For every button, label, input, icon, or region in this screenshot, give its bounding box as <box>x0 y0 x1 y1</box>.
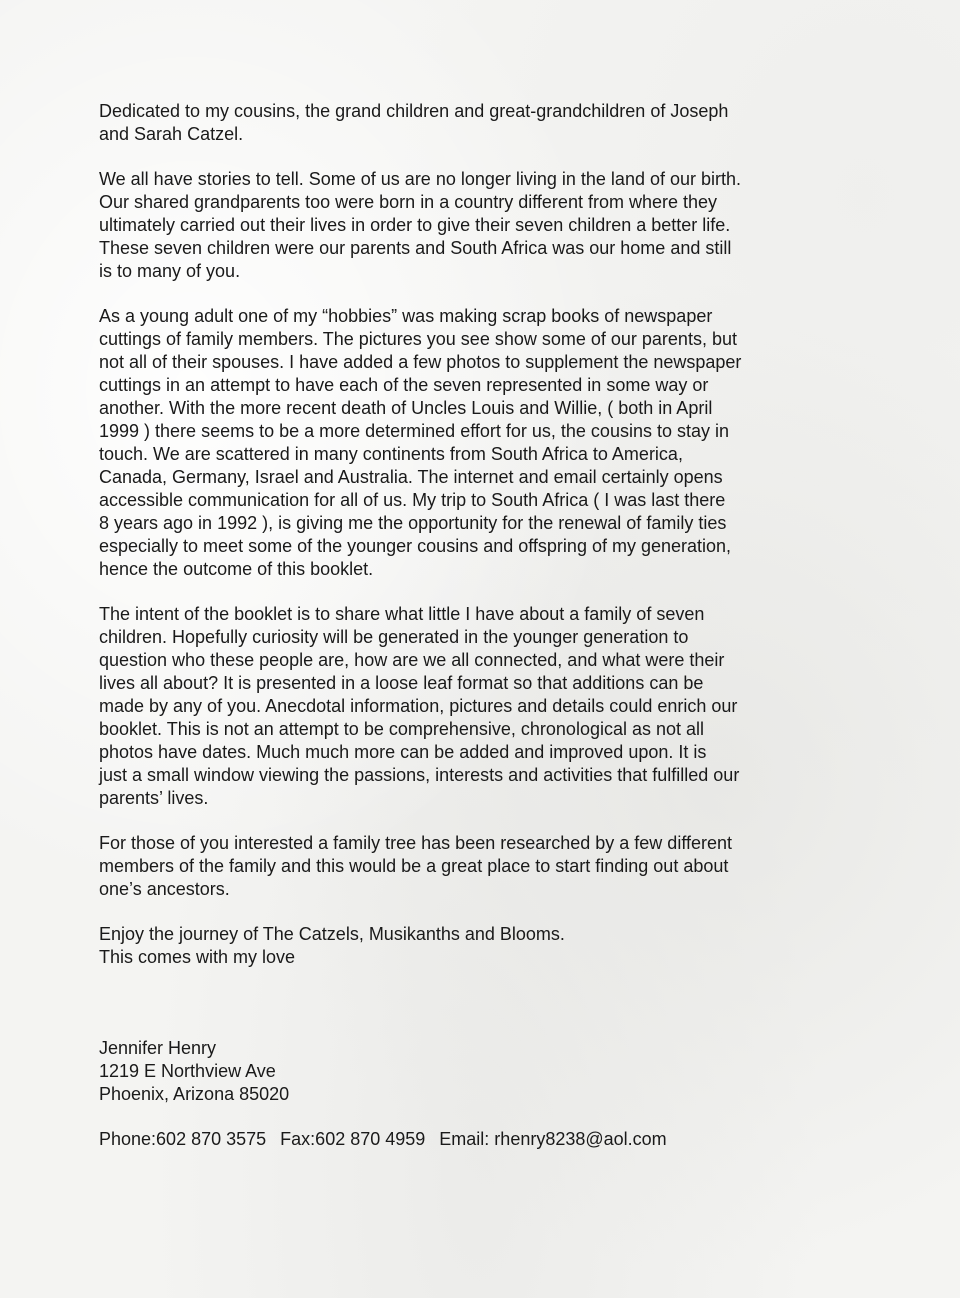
scrapbook-paragraph <box>99 305 839 581</box>
family-tree-paragraph <box>99 832 839 901</box>
text-line: question who these people are, how are we all connected, and what were their <box>99 650 725 670</box>
text-line: cuttings in an attempt to have each of the seven represented in some way or <box>99 375 709 395</box>
text-line: For those of you interested a family tree has been researched by a few different <box>99 833 733 853</box>
text-line: photos have dates. Much much more can be added and improved upon. It is <box>99 742 707 762</box>
text-line: 8 years ago in 1992 ), is giving me the opportunity for the renewal of family ties <box>99 513 727 533</box>
text-line: touch. We are scattered in many continents from South Africa to America, <box>99 444 683 464</box>
text-line: These seven children were our parents and South Africa was our home and still <box>99 238 732 258</box>
text-line: is to many of you. <box>99 261 241 281</box>
closing-line: This comes with my love <box>99 947 296 967</box>
text-line: booklet. This is not an attempt to be comprehensive, chronological as not all <box>99 719 705 739</box>
text-line: Canada, Germany, Israel and Australia. The internet and email certainly opens <box>99 467 723 487</box>
text-line: Our shared grandparents too were born in a country different from where they <box>99 192 718 212</box>
closing-lines <box>99 923 839 969</box>
signer-street: 1219 E Northview Ave <box>99 1061 276 1081</box>
text-line: As a young adult one of my “hobbies” was making scrap books of newspaper <box>99 306 713 326</box>
text-line: lives all about? It is presented in a loose leaf format so that additions can be <box>99 673 704 693</box>
phone-number: Phone:602 870 3575 <box>99 1129 267 1149</box>
signer-name: Jennifer Henry <box>99 1038 217 1058</box>
text-line: members of the family and this would be a great place to start finding out about <box>99 856 729 876</box>
text-line: ultimately carried out their lives in order to give their seven children a better life. <box>99 215 731 235</box>
booklet-intent-paragraph <box>99 603 839 810</box>
text-line: another. With the more recent death of Uncles Louis and Willie, ( both in April <box>99 398 713 418</box>
stories-paragraph <box>99 168 839 283</box>
text-line: We all have stories to tell. Some of us are no longer living in the land of our birth. <box>99 169 742 189</box>
closing-line: Enjoy the journey of The Catzels, Musikanths and Blooms. <box>99 924 565 944</box>
text-line: and Sarah Catzel. <box>99 124 244 144</box>
text-line: Dedicated to my cousins, the grand children and great-grandchildren of Joseph <box>99 101 729 121</box>
signer-city: Phoenix, Arizona 85020 <box>99 1084 290 1104</box>
text-line: one’s ancestors. <box>99 879 230 899</box>
text-line: not all of their spouses. I have added a few photos to supplement the newspaper <box>99 352 742 372</box>
email-address: Email: rhenry8238@aol.com <box>439 1129 667 1149</box>
signature-block <box>99 1037 839 1106</box>
text-line: The intent of the booklet is to share what little I have about a family of seven <box>99 604 705 624</box>
text-line: made by any of you. Anecdotal information, pictures and details could enrich our <box>99 696 738 716</box>
text-line: hence the outcome of this booklet. <box>99 559 374 579</box>
text-line: especially to meet some of the younger cousins and offspring of my generation, <box>99 536 732 556</box>
text-line: cuttings of family members. The pictures you see show some of our parents, but <box>99 329 737 349</box>
contact-line <box>99 1128 839 1151</box>
text-line: children. Hopefully curiosity will be generated in the younger generation to <box>99 627 689 647</box>
text-line: parents’ lives. <box>99 788 209 808</box>
text-line: accessible communication for all of us. My trip to South Africa ( I was last there <box>99 490 726 510</box>
fax-number: Fax:602 870 4959 <box>280 1129 426 1149</box>
text-line: 1999 ) there seems to be a more determined effort for us, the cousins to stay in <box>99 421 729 441</box>
letter-page <box>99 100 839 1151</box>
text-line: just a small window viewing the passions, interests and activities that fulfilled our <box>99 765 740 785</box>
dedication-paragraph <box>99 100 839 146</box>
